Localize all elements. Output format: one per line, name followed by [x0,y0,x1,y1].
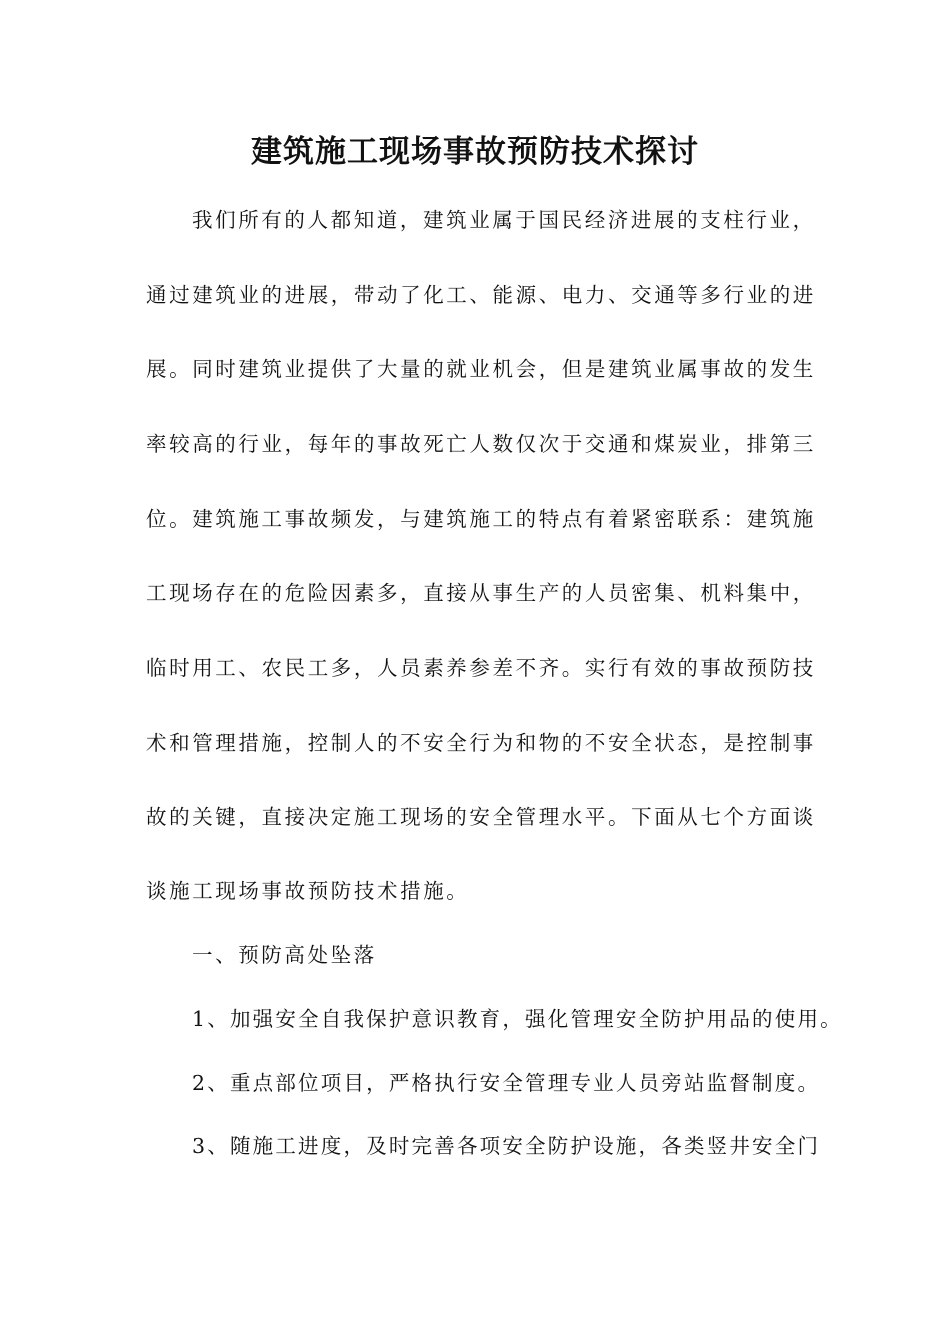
document-title: 建筑施工现场事故预防技术探讨 [251,134,699,170]
paragraph-line: 展。同时建筑业提供了大量的就业机会，但是建筑业属事故的发生 [146,357,816,381]
paragraph-line: 我们所有的人都知道，建筑业属于国民经济进展的支柱行业， [192,208,816,232]
list-item: 3、随施工进度，及时完善各项安全防护设施，各类竖井安全门 [192,1134,821,1158]
paragraph-line: 工现场存在的危险因素多，直接从事生产的人员密集、机料集中， [146,581,816,605]
list-item: 2、重点部位项目，严格执行安全管理专业人员旁站监督制度。 [192,1071,821,1095]
paragraph-line: 位。建筑施工事故频发，与建筑施工的特点有着紧密联系：建筑施 [146,507,816,531]
paragraph-line: 通过建筑业的进展，带动了化工、能源、电力、交通等多行业的进 [146,283,816,307]
section-heading: 一、预防高处坠落 [192,943,377,967]
paragraph-line: 术和管理措施，控制人的不安全行为和物的不安全状态，是控制事 [146,731,816,755]
list-item: 1、加强安全自我保护意识教育，强化管理安全防护用品的使用。 [192,1007,843,1031]
paragraph-line: 临时用工、农民工多，人员素养参差不齐。实行有效的事故预防技 [146,656,816,680]
paragraph-line: 率较高的行业，每年的事故死亡人数仅次于交通和煤炭业，排第三 [146,432,816,456]
paragraph-line: 谈施工现场事故预防技术措施。 [146,879,470,903]
paragraph-line: 故的关键，直接决定施工现场的安全管理水平。下面从七个方面谈 [146,805,816,829]
